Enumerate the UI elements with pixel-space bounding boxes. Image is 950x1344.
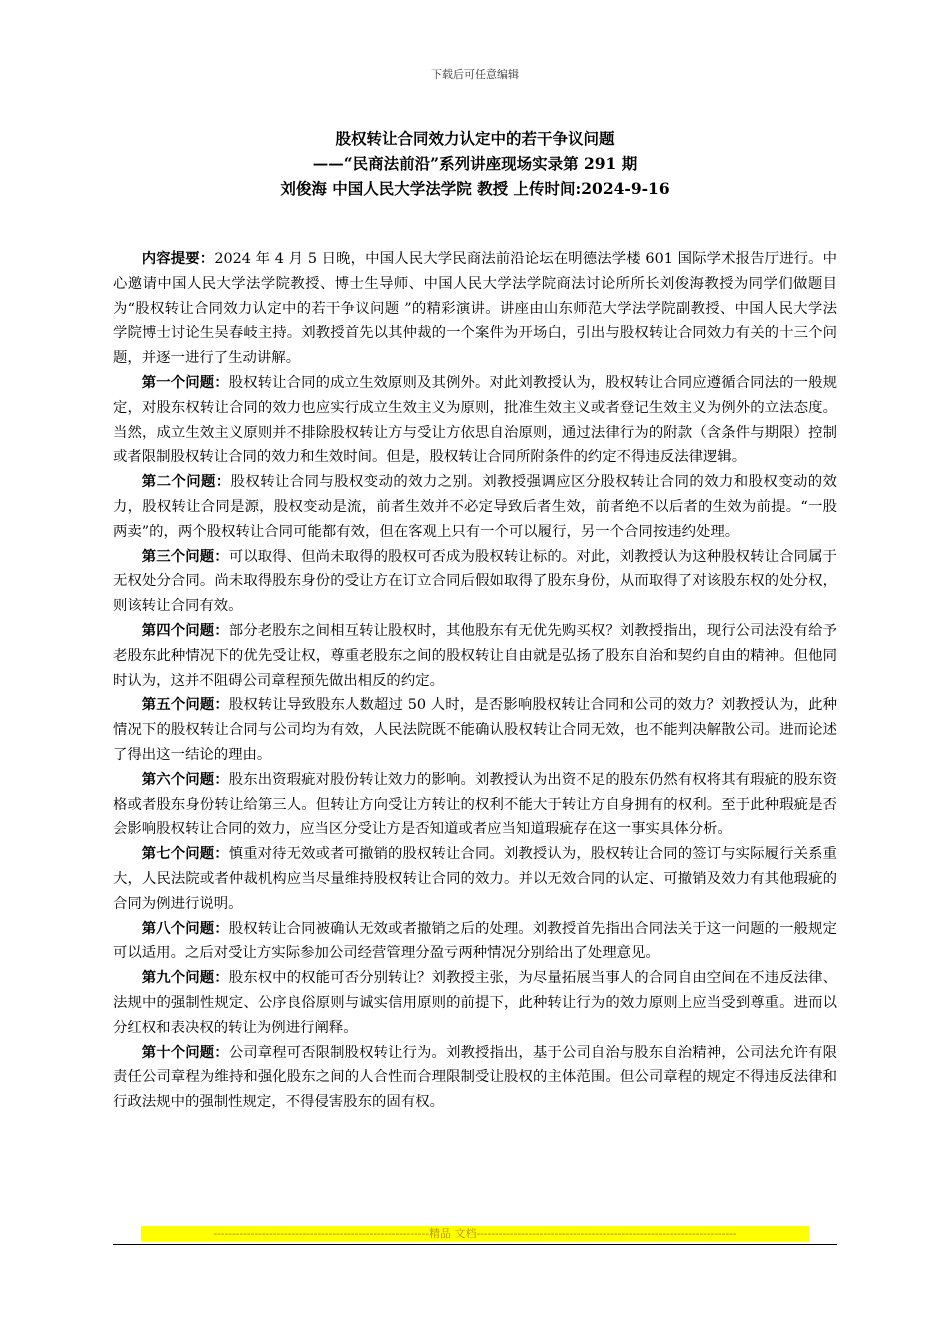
paragraph-text: 慎重对待无效或者可撤销的股权转让合同。刘教授认为，股权转让合同的签订与实际履行关系重大，人民法院或者仲裁机构应当尽量维持股权转让合同的效力。并以无效合同的认定、可撤销及效力有其他瑕疵的合同为例进行说明。 [113,846,837,912]
paragraph-text: 股权转让合同与股权变动的效力之别。刘教授强调应区分股权转让合同的效力和股权变动的效力，股权转让合同是源，股权变动是流，前者生效并不必定导致后者生效，前者绝不以后者的生效为前提。“一股两卖”的，两个股权转让合同可能都有效，但在客观上只有一个可以履行，另一个合同按违约处理。 [113,474,837,540]
paragraph-text: 可以取得、但尚未取得的股权可否成为股权转让标的。对此，刘教授认为这种股权转让合同属于无权处分合同。尚未取得股东身份的受让方在订立合同后假如取得了股东身份，从而取得了对该股东权的处分权，则该转让合同有效。 [113,548,837,615]
question-paragraph [113,917,837,967]
footer-watermark: ----------------------------------------------------------精品 文档---------------------------------------------------------------------- [141,1226,809,1241]
question-paragraph [113,842,837,916]
paragraph-lead: 第三个问题： [141,547,229,565]
page-footer [113,1226,837,1245]
header-note: 下载后可任意编辑 [431,68,519,81]
question-paragraph [113,470,837,544]
paragraph-lead: 第四个问题： [141,621,229,639]
question-paragraph [113,619,837,693]
paragraph-text: 股权转让导致股东人数超过 50 人时，是否影响股权转让合同和公司的效力？刘教授认为，此种情况下的股权转让合同与公司均为有效，人民法院既不能确认股权转让合同无效，也不能判决解散公司。进而论述了得出这一结论的理由。 [113,697,837,763]
paragraph-lead: 内容提要： [141,250,215,267]
paragraph-text: 股东出资瑕疵对股份转让效力的影响。刘教授认为出资不足的股东仍然有权将其有瑕疵的股东资格或者股东身份转让给第三人。但转让方向受让方转让的权利不能大于转让方自身拥有的权利。至于此种瑕疵是否会影响股权转让合同的效力，应当区分受让方是否知道或者应当知道瑕疵存在这一事实具体分析。 [113,771,837,838]
document-title-block [113,126,837,201]
question-paragraph [113,768,837,842]
author-line: 刘俊海 中国人民大学法学院 教授 上传时间:2024-9-16 [280,179,670,198]
paragraph-lead: 第八个问题： [141,919,229,937]
question-paragraph [113,545,837,619]
footer-divider [113,1244,837,1245]
paragraph-text: 部分老股东之间相互转让股权时，其他股东有无优先购买权？刘教授指出，现行公司法没有给予老股东此种情况下的优先受让权，尊重老股东之间的股权转让自由就是弘扬了股东自治和契约自由的精神。但他同时认为，这并不阻碍公司章程预先做出相反的约定。 [113,622,837,689]
paragraph-lead: 第十个问题： [141,1043,229,1061]
paragraph-lead: 第六个问题： [141,770,229,788]
summary-paragraph [113,247,837,371]
paragraph-text: 股权转让合同被确认无效或者撤销之后的处理。刘教授首先指出合同法关于这一问题的一般规定可以适用。之后对受让方实际参加公司经营管理分盈亏两种情况分别给出了处理意见。 [113,920,837,962]
question-paragraph [113,693,837,767]
paragraph-lead: 第七个问题： [141,845,229,863]
paragraph-lead: 第五个问题： [141,696,229,714]
paragraph-lead: 第九个问题： [141,969,229,987]
question-paragraph [113,1041,837,1115]
paragraph-lead: 第一个问题： [141,373,229,391]
paragraph-text: 股权转让合同的成立生效原则及其例外。对此刘教授认为，股权转让合同应遵循合同法的一般规定，对股东权转让合同的效力也应实行成立生效主义为原则，批准生效主义或者登记生效主义为例外的立法态度。当然，成立生效主义原则并不排除股权转让方与受让方依思自治原则，通过法律行为的附款（含条件与期限）控制或者限制股权转让合同的效力和生效时间。但是，股权转让合同所附条件的约定不得违反法律逻辑。 [113,374,837,466]
paragraph-lead: 第二个问题： [141,473,231,491]
document-title: 股权转让合同效力认定中的若干争议问题 [335,129,615,148]
question-paragraph [113,371,837,470]
paragraph-text: 公司章程可否限制股权转让行为。刘教授指出，基于公司自治与股东自治精神，公司法允许有限责任公司章程为维持和强化股东之间的人合性而合理限制受让股权的主体范围。但公司章程的规定不得违反法律和行政法规中的强制性规定，不得侵害股东的固有权。 [113,1044,837,1111]
document-body [113,247,837,1115]
paragraph-text: 2024 年 4 月 5 日晚，中国人民大学民商法前沿论坛在明德法学楼 601 国际学术报告厅进行。中心邀请中国人民大学法学院教授、博士生导师、中国人民大学法学院商法讨论所所长刘俊海教授为同学们做题目为“股权转让合同效力认定中的若干争议问题 ”的精彩演讲。讲座由山东师范大学法学院副教授、中国人民大学法学院博士讨论生吴春岐主持。刘教授首先以其仲裁的一个案件为开场白，引出与股权转让合同效力有关的十三个问题，并逐一进行了生动讲解。 [113,251,837,367]
document-subtitle: ——“民商法前沿”系列讲座现场实录第 291 期 [312,154,638,173]
paragraph-text: 股东权中的权能可否分别转让？刘教授主张，为尽量拓展当事人的合同自由空间在不违反法律、法规中的强制性规定、公序良俗原则与诚实信用原则的前提下，此种转让行为的效力原则上应当受到尊重。进而以分红权和表决权的转让为例进行阐释。 [113,970,837,1036]
question-paragraph [113,966,837,1040]
